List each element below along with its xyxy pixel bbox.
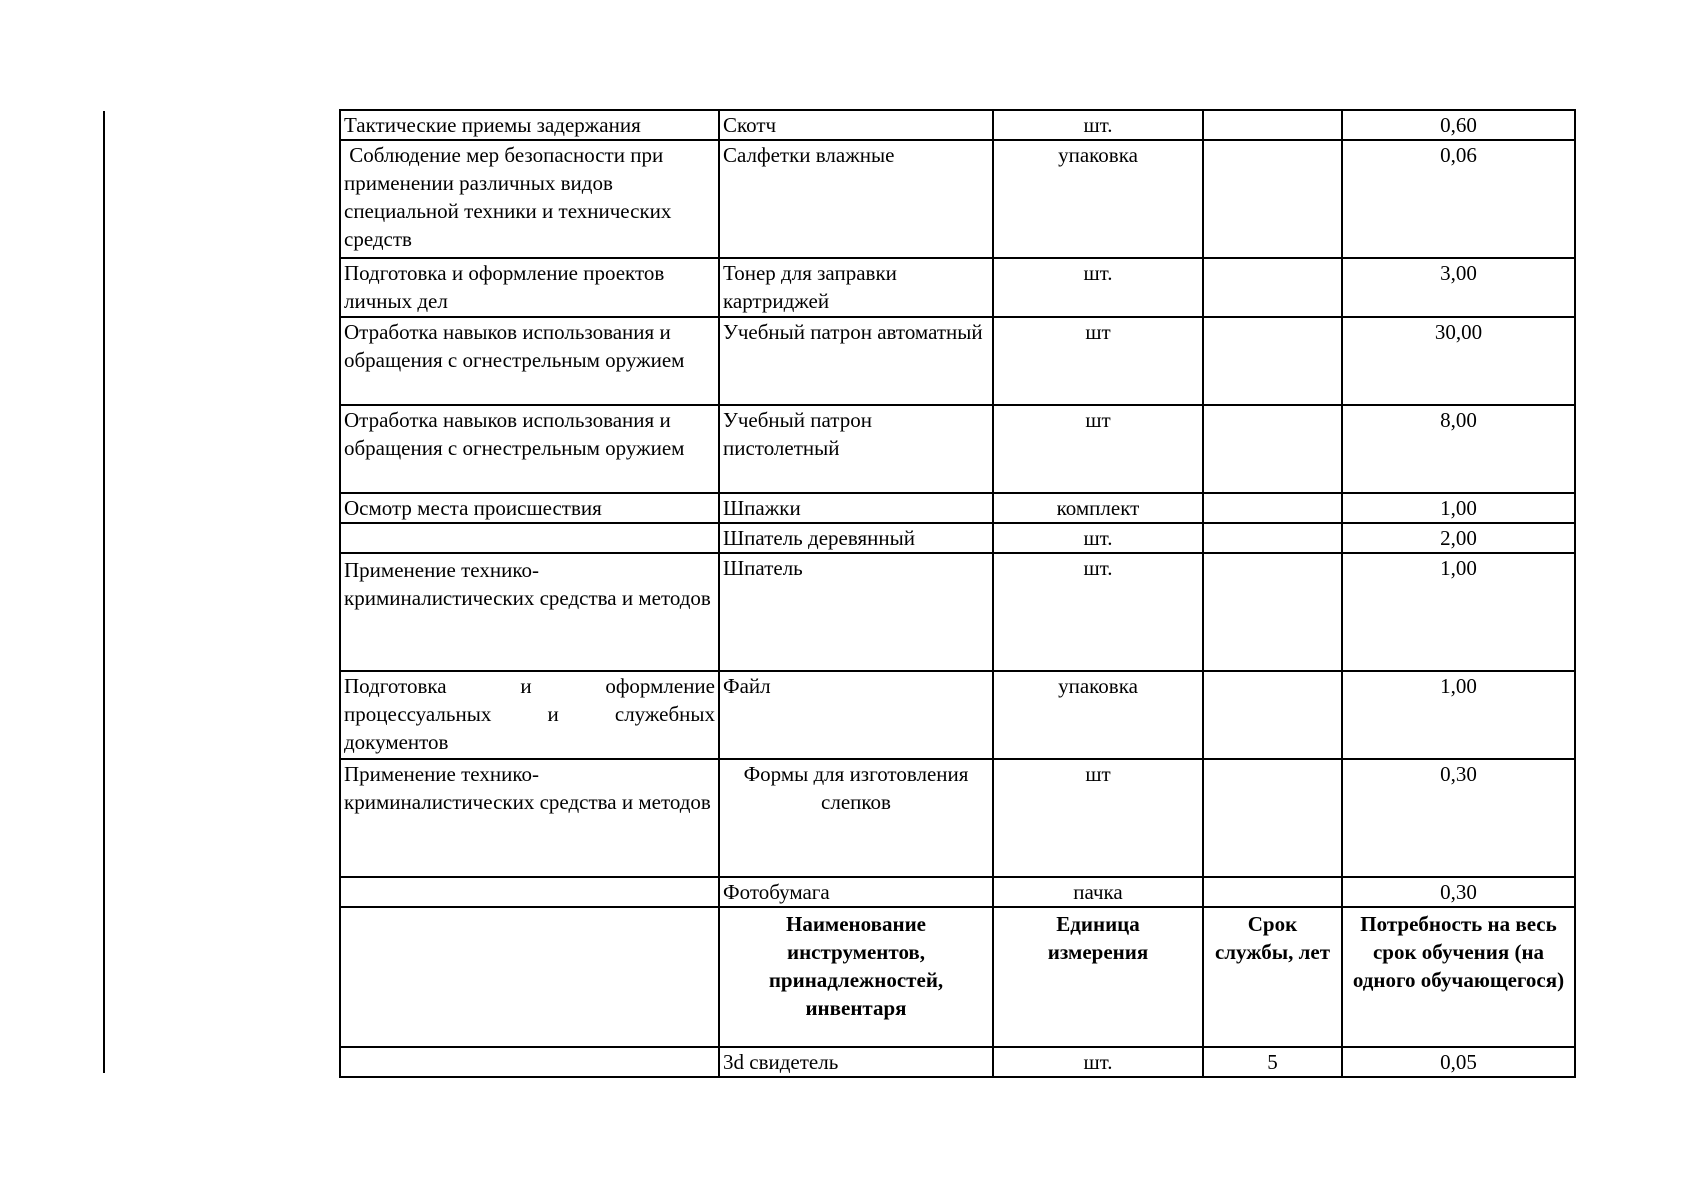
unit-cell: шт. (993, 553, 1203, 671)
need-cell: 1,00 (1342, 553, 1575, 671)
need-cell: 0,30 (1342, 877, 1575, 907)
topic-cell: Отработка навыков использования и обращения с огнестрельным оружием (340, 317, 719, 405)
item-cell: Тонер для заправки картриджей (719, 258, 993, 317)
term-cell (1203, 759, 1342, 877)
table-row (340, 493, 1575, 523)
unit-cell: шт (993, 317, 1203, 405)
topic-cell: Тактические приемы задержания (340, 110, 719, 140)
item-cell: Фотобумага (719, 877, 993, 907)
left-margin-line (103, 111, 105, 1073)
table-row (340, 523, 1575, 553)
topic-cell: Подготовка и оформление процессуальных и служебных документов (340, 671, 719, 759)
table-row (340, 258, 1575, 317)
item-cell: Салфетки влажные (719, 140, 993, 258)
term-cell: 5 (1203, 1047, 1342, 1077)
item-cell: Учебный патрон автоматный (719, 317, 993, 405)
unit-cell: шт (993, 405, 1203, 493)
item-cell: Скотч (719, 110, 993, 140)
need-cell: 0,60 (1342, 110, 1575, 140)
unit-cell: шт. (993, 1047, 1203, 1077)
topic-cell: Применение технико-криминалистических средства и методов (340, 759, 719, 877)
topic-cell: Применение технико-криминалистических средства и методов (340, 553, 719, 671)
table-row (340, 671, 1575, 759)
unit-cell: упаковка (993, 671, 1203, 759)
need-cell: 3,00 (1342, 258, 1575, 317)
item-cell: Шпажки (719, 493, 993, 523)
need-cell: 0,06 (1342, 140, 1575, 258)
topic-cell: Соблюдение мер безопасности при применении различных видов специальной техники и технических средств (340, 140, 719, 258)
unit-cell: шт (993, 759, 1203, 877)
header-need-cell: Потребность на весь срок обучения (на одного обучающегося) (1342, 907, 1575, 1047)
table-row (340, 759, 1575, 877)
unit-cell: шт. (993, 258, 1203, 317)
header-unit-cell: Единица измерения (993, 907, 1203, 1047)
need-cell: 2,00 (1342, 523, 1575, 553)
table-row (340, 110, 1575, 140)
topic-cell (340, 1047, 719, 1077)
term-cell (1203, 523, 1342, 553)
unit-cell: шт. (993, 110, 1203, 140)
item-cell: Учебный патрон пистолетный (719, 405, 993, 493)
item-cell: Шпатель (719, 553, 993, 671)
term-cell (1203, 671, 1342, 759)
term-cell (1203, 405, 1342, 493)
need-cell: 1,00 (1342, 493, 1575, 523)
unit-cell: комплект (993, 493, 1203, 523)
header-row (340, 907, 1575, 1047)
need-cell: 1,00 (1342, 671, 1575, 759)
term-cell (1203, 110, 1342, 140)
header-term-cell: Срок службы, лет (1203, 907, 1342, 1047)
topic-cell (340, 877, 719, 907)
table-row (340, 405, 1575, 493)
unit-cell: пачка (993, 877, 1203, 907)
term-cell (1203, 258, 1342, 317)
term-cell (1203, 877, 1342, 907)
table-row (340, 317, 1575, 405)
need-cell: 30,00 (1342, 317, 1575, 405)
topic-cell: Осмотр места происшествия (340, 493, 719, 523)
term-cell (1203, 140, 1342, 258)
need-cell: 8,00 (1342, 405, 1575, 493)
item-cell: Формы для изготовления слепков (719, 759, 993, 877)
item-cell: Шпатель деревянный (719, 523, 993, 553)
term-cell (1203, 317, 1342, 405)
header-topic-cell (340, 907, 719, 1047)
table-row (340, 553, 1575, 671)
table-row (340, 140, 1575, 258)
item-cell: 3d свидетель (719, 1047, 993, 1077)
item-cell: Файл (719, 671, 993, 759)
need-cell: 0,30 (1342, 759, 1575, 877)
topic-cell: Отработка навыков использования и обращения с огнестрельным оружием (340, 405, 719, 493)
topic-cell: Подготовка и оформление проектов личных дел (340, 258, 719, 317)
table-row (340, 877, 1575, 907)
header-item-cell: Наименование инструментов, принадлежностей, инвентаря (719, 907, 993, 1047)
topic-cell (340, 523, 719, 553)
unit-cell: упаковка (993, 140, 1203, 258)
term-cell (1203, 553, 1342, 671)
term-cell (1203, 493, 1342, 523)
need-cell: 0,05 (1342, 1047, 1575, 1077)
supplies-table (339, 109, 1576, 1078)
unit-cell: шт. (993, 523, 1203, 553)
table-row (340, 1047, 1575, 1077)
